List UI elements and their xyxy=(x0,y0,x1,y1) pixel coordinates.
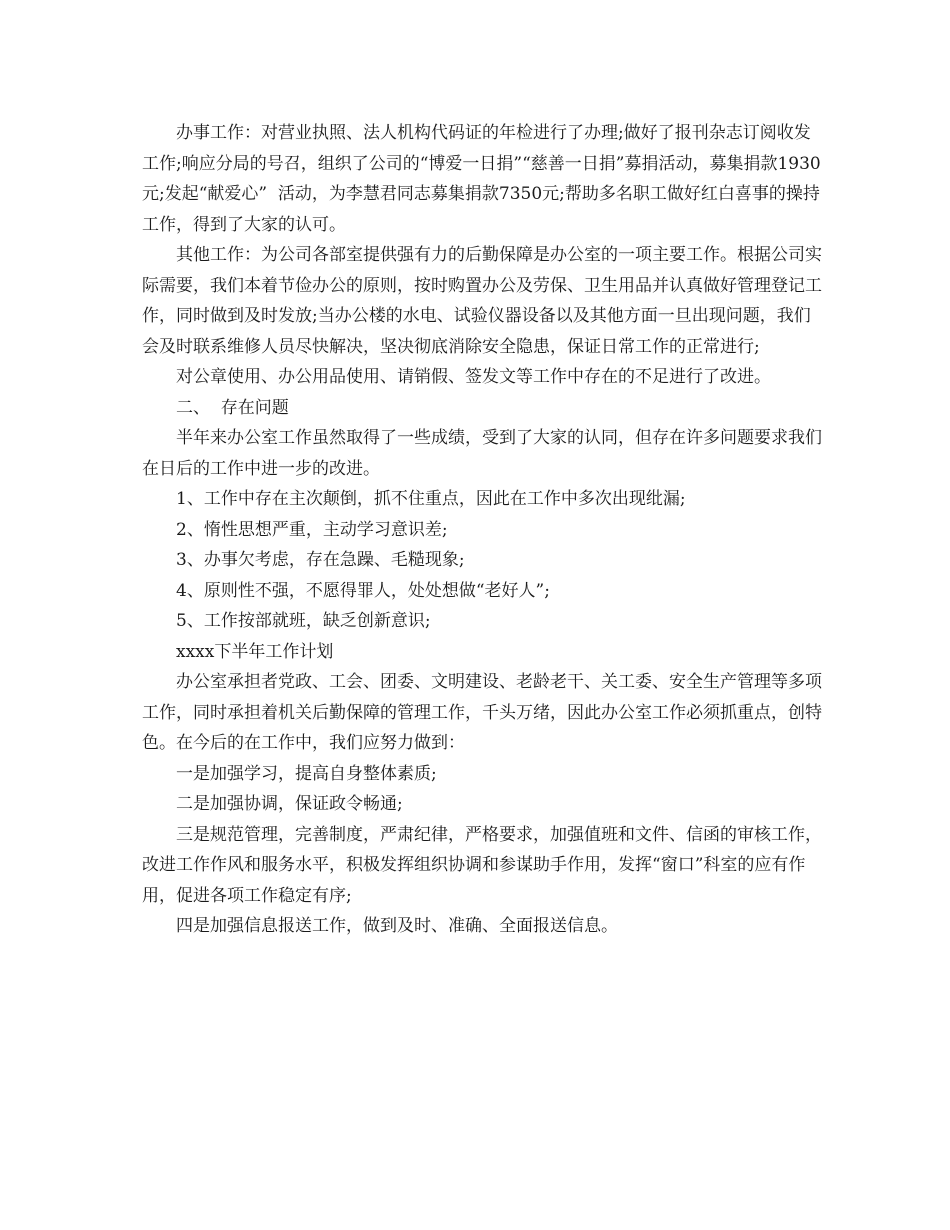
paragraph-affairs-work: 办事工作：对营业执照、法人机构代码证的年检进行了办理;做好了报刊杂志订阅收发工作;响应分局的号召，组织了公司的“博爱一日捐”“慈善一日捐”募捐活动，募集捐款1930元;发起“献爱心” 活动，为李慧君同志募集捐款7350元;帮助多名职工做好红白喜事的操持工作，得到了大家的认可。 xyxy=(142,123,821,235)
paragraph-improvements: 对公章使用、办公用品使用、请销假、签发文等工作中存在的不足进行了改进。 xyxy=(176,367,771,387)
plan-item-1: 一是加强学习，提高自身整体素质; xyxy=(176,763,437,784)
plan-item-4: 四是加强信息报送工作，做到及时、准确、全面报送信息。 xyxy=(176,916,618,936)
section-heading-plan: xxxx下半年工作计划 xyxy=(176,641,334,662)
paragraph-other-work: 其他工作：为公司各部室提供强有力的后勤保障是办公室的一项主要工作。根据公司实际需要，我们本着节俭办公的原则，按时购置办公及劳保、卫生用品并认真做好管理登记工作，同时做到及时发放;当办公楼的水电、试验仪器设备以及其他方面一旦出现问题，我们会及时联系维修人员尽快解决，坚决彻底消除安全隐患，保证日常工作的正常进行; xyxy=(142,245,822,357)
plan-item-2: 二是加强协调，保证政令畅通; xyxy=(176,794,403,814)
plan-item-3: 三是规范管理，完善制度，严肃纪律，严格要求，加强值班和文件、信函的审核工作，改进工作作风和服务水平，积极发挥组织协调和参谋助手作用，发挥“窗口”科室的应有作用，促进各项工作稳定有序; xyxy=(142,824,822,906)
problem-item-4: 4、原则性不强，不愿得罪人，处处想做“老好人”; xyxy=(176,580,550,601)
problem-item-5: 5、工作按部就班，缺乏创新意识; xyxy=(176,611,431,631)
section-heading-problems: 二、 存在问题 xyxy=(176,397,289,418)
problem-item-1: 1、工作中存在主次颠倒，抓不住重点，因此在工作中多次出现纰漏; xyxy=(176,489,686,509)
problem-item-2: 2、惰性思想严重，主动学习意识差; xyxy=(176,519,448,540)
paragraph-plan-intro: 办公室承担者党政、工会、团委、文明建设、老龄老干、关工委、安全生产管理等多项工作，同时承担着机关后勤保障的管理工作，千头万绪，因此办公室工作必须抓重点，创特色。在今后的在工作中，我们应努力做到： xyxy=(142,672,822,753)
problem-item-3: 3、办事欠考虑，存在急躁、毛糙现象; xyxy=(176,550,465,570)
paragraph-problems-intro: 半年来办公室工作虽然取得了一些成绩，受到了大家的认同，但存在许多问题要求我们在日后的工作中进一步的改进。 xyxy=(142,428,822,479)
document-body xyxy=(142,118,822,942)
